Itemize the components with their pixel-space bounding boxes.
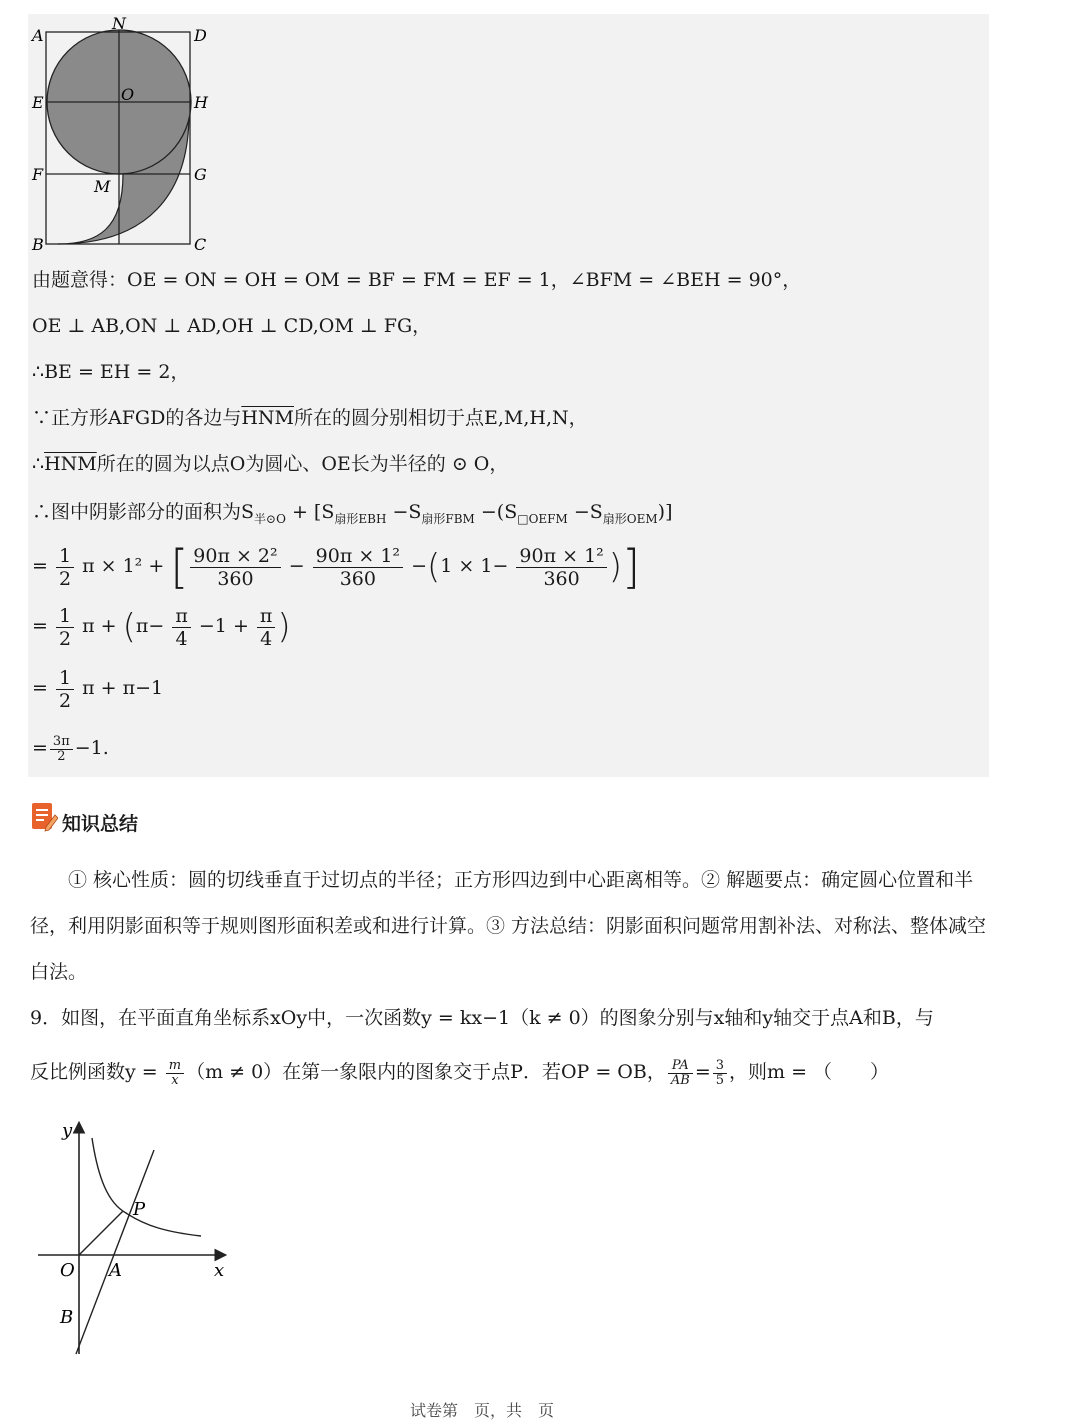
ab-den: AB [670,1072,690,1088]
fraction-3-5 [713,1059,727,1088]
label-H: H [194,93,208,112]
minus-1: − [288,555,305,577]
fraction-half-2 [56,605,74,650]
eq-sign-4: = [32,737,48,759]
sub-square-oefm: □OEFM [517,511,568,526]
eq-sign-2: = [32,615,48,637]
coordinate-figure-2 [36,1118,236,1358]
f3-num: 90π × 1² [516,545,606,568]
fraction-half-3 [56,667,74,712]
solution-line-4 [32,406,588,430]
half-num-3: 1 [56,667,74,690]
area-expr-mid2: −S [386,501,422,523]
sub-sector-ebh: 扇形EBH [334,511,387,526]
final-den: 2 [57,748,66,764]
f3-den: 360 [543,567,580,590]
m-num: m [166,1059,184,1074]
label-N: N [112,14,126,33]
hyperbola-curve [92,1138,201,1236]
label-A: A [32,26,44,45]
label-P: P [133,1199,146,1220]
pi-times-term: π × 1² + [82,555,165,577]
area-expr-mid3: −(S [474,501,518,523]
four-den-2: 4 [260,627,273,650]
paren-close-2: ) [277,607,291,647]
x-den: x [171,1072,179,1088]
solution-line-3: ∴BE = EH = 2， [32,361,190,383]
solution-line-5 [32,452,508,476]
sub-sector-oem: 扇形OEM [602,511,658,526]
solution-line-2: OE ⊥ AB,ON ⊥ AD,OH ⊥ CD,OM ⊥ FG， [32,315,432,337]
f2-num: 90π × 1² [313,545,403,568]
area-expr-end: )] [657,501,673,523]
label-O2: O [60,1260,75,1281]
notes-pencil-icon [30,801,58,833]
area-expr-pre: ∴图中阴影部分的面积为S [32,501,255,523]
p9-pre: 反比例函数y = [30,1061,164,1083]
label-G: G [194,165,207,184]
paren-close: ) [608,547,623,587]
geometry-figure-1 [28,14,212,258]
one-times-term: 1 × 1− [440,555,509,577]
fraction-pi-4 [172,605,191,650]
step2-b: π− [135,615,165,637]
f1-num: 90π × 2² [190,545,280,568]
equation-step-1 [32,538,640,594]
solution-line-5-pre: ∴ [32,453,45,475]
f1-den: 360 [217,567,254,590]
pa-num: PA [668,1059,693,1074]
step2-c: −1 + [198,615,249,637]
minus-2: − [411,555,427,577]
fraction-pi-4-b [257,605,276,650]
problem-9-line-2 [30,1052,889,1092]
arc-hnm-2: $\overline{HNM}$ [44,453,97,475]
label-y: y [62,1120,73,1141]
label-B: B [32,235,44,254]
sub-sector-fbm: 扇形FBM [421,511,475,526]
label-D: D [194,26,207,45]
p9-mid: （m ≠ 0）在第一象限内的图象交于点P．若OP = OB， [186,1061,666,1083]
paren-open-2: ( [122,607,136,647]
problem-9-line-1: 9．如图，在平面直角坐标系xOy中，一次函数y = kx−1（k ≠ 0）的图象分别与x轴和y轴交于点A和B，与 [30,1007,934,1029]
area-expr-mid1: + [S [285,501,335,523]
bracket-close: ] [622,540,641,594]
fraction-half [56,545,74,590]
half-den: 2 [58,567,72,590]
fraction-pa-ab [668,1059,693,1088]
pi-num: π [172,605,191,628]
solution-line-4-post: 所在的圆分别相切于点E,M,H,N， [293,407,588,429]
fraction-2 [313,545,403,590]
fraction-3pi-2 [50,735,73,764]
paren-open: ( [427,547,441,587]
summary-title: 知识总结 [62,812,139,835]
p9-eq: = [694,1061,711,1083]
four-den: 4 [175,627,188,650]
label-F: F [32,165,44,184]
label-B2: B [60,1307,74,1328]
half-den-3: 2 [58,689,72,712]
solution-line-1: 由题意得：OE = ON = OH = OM = BF = FM = EF = 1，∠BFM = ∠BEH = 90°， [32,269,802,291]
bracket-open: [ [170,540,189,594]
final-tail: −1. [74,737,109,759]
label-O: O [121,85,135,104]
page-footer: 试卷第 页，共 页 [410,1401,555,1420]
label-E: E [32,93,44,112]
fraction-3 [516,545,606,590]
eq-sign-3: = [32,677,48,699]
solution-line-4-pre: ∵正方形AFGD的各边与 [32,407,242,429]
area-expr-mid4: −S [567,501,603,523]
summary-text: ① 核心性质：圆的切线垂直于过切点的半径；正方形四边到中心距离相等。② 解题要点：确定圆心位置和半径，利用阴影面积等于规则图形面积差或和进行计算。③ 方法总结：阴影面积问题常用割补法、对称法、整体减空白法。 [30,869,987,983]
label-x: x [214,1260,225,1281]
step3-term: π + π−1 [82,677,164,699]
step2-a: π + [82,615,117,637]
pi-num-2: π [257,605,276,628]
arc-hnm: $\overline{HNM}$ [241,407,294,429]
linear-function-line [76,1150,154,1354]
equation-step-3 [32,662,163,714]
eq-sign-1: = [32,555,48,577]
fraction-1 [190,545,280,590]
half-den-2: 2 [58,627,72,650]
equation-step-4 [32,726,109,770]
solution-line-5-post: 所在的圆为以点O为圆心、OE长为半径的 ⊙ O， [96,453,509,475]
half-num: 1 [56,545,74,568]
solution-line-6 [32,500,673,531]
three-num: 3 [713,1059,727,1074]
label-C: C [194,235,207,254]
half-num-2: 1 [56,605,74,628]
summary-header [30,800,138,834]
f2-den: 360 [339,567,376,590]
label-M: M [94,177,111,196]
five-den: 5 [715,1072,725,1088]
p9-post: ，则m = （ ） [729,1061,890,1083]
equation-step-2 [32,600,291,652]
fraction-m-x [166,1059,184,1088]
final-num: 3π [50,735,73,750]
label-A2: A [109,1260,122,1281]
sub-half-circle: 半⊙O [254,511,286,526]
